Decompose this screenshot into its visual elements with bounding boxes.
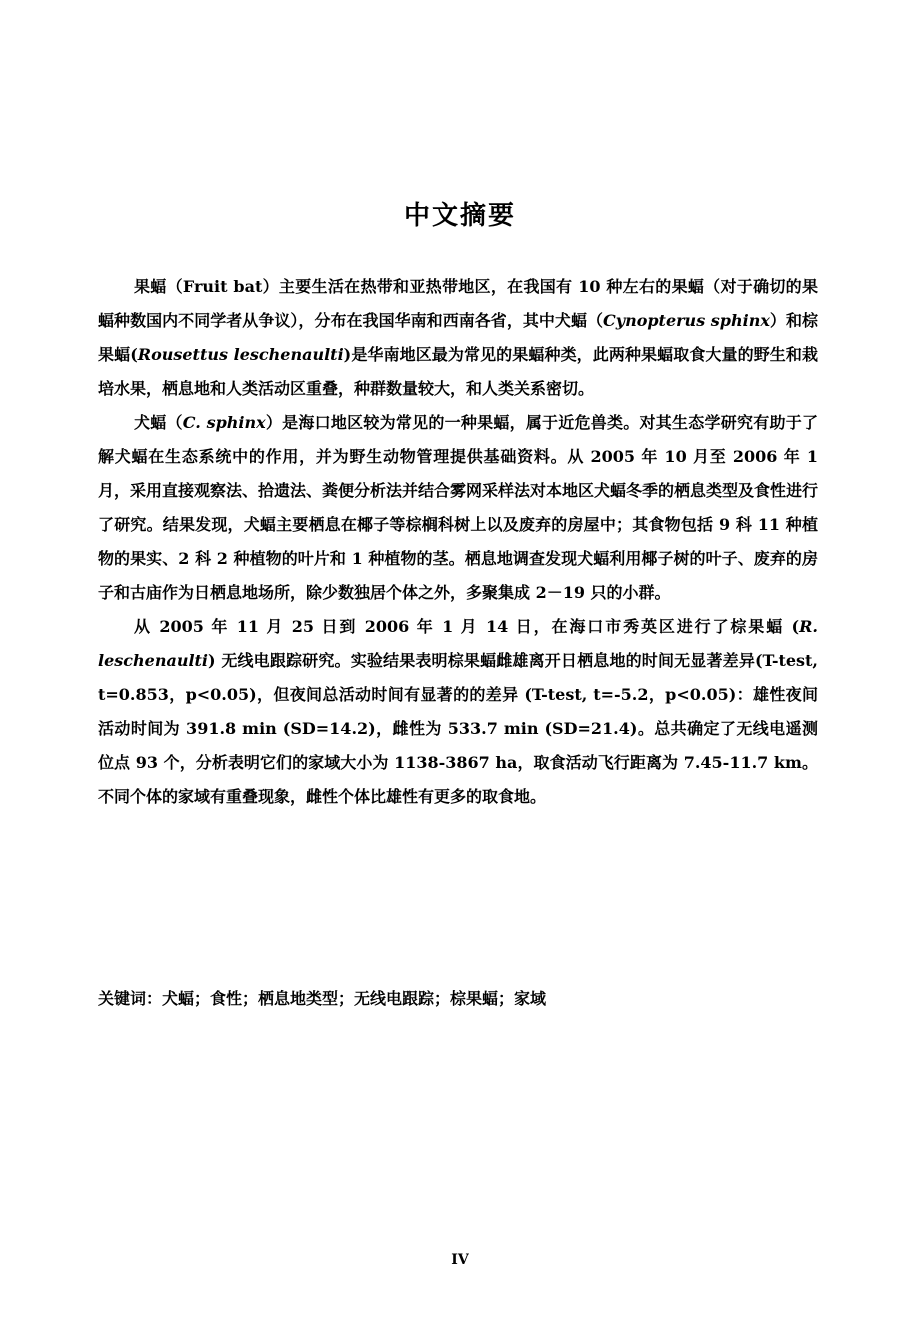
keywords-line: 关键词：犬蝠；食性；栖息地类型；无线电跟踪；棕果蝠；家域 [98, 989, 547, 1008]
text-run: ）和棕果蝠( [98, 311, 818, 364]
text-run: ) 无线电跟踪研究。实验结果表明棕果蝠雌雄离开日栖息地的时间无显著差异(T-test, t=0.853，p<0.05)，但夜间总活动时间有显著的的差异 (T-test, t=-5.2，p<0.05)：雄性夜间活动时间为 391.8 min (SD=14.2)，雌性为 533.7 min (SD=21.4)。总共确定了无线电遥测位点 93 个，分析表明它们的家域大小为 1138-3867 ha，取食活动飞行距离为 7.45-11.7 km。不同个体的家域有重叠现象，雌性个体比雄性有更多的取食地。 [98, 651, 818, 806]
text-run: ）是海口地区较为常见的一种果蝠，属于近危兽类。对其生态学研究有助于了解犬蝠在生态系统中的作用，并为野生动物管理提供基础资料。从 2005 年 10 月至 2006 年 1 月，采用直接观察法、拾遗法、粪便分析法并结合雾网采样法对本地区犬蝠冬季的栖息类型及食性进行了研究。结果发现，犬蝠主要栖息在椰子等棕榈科树上以及废弃的房屋中；其食物包括 9 科 11 种植物的果实、2 科 2 种植物的叶片和 1 种植物的茎。栖息地调查发现犬蝠利用椰子树的叶子、废弃的房子和古庙作为日栖息地场所，除少数独居个体之外，多聚集成 2－19 只的小群。 [98, 413, 819, 602]
page-number: IV [451, 1252, 469, 1268]
italic-text-run: C. sphinx [182, 413, 266, 432]
text-run: 从 2005 年 11 月 25 日到 2006 年 1 月 14 日，在海口市秀英区进行了棕果蝠 ( [134, 617, 800, 636]
abstract-paragraph [98, 610, 818, 814]
page-title: 中文摘要 [403, 201, 516, 231]
text-run: )是华南地区最为常见的果蝠种类，此两种果蝠取食大量的野生和栽培水果，栖息地和人类活动区重叠，种群数量较大，和人类关系密切。 [98, 345, 819, 398]
abstract-body [98, 270, 818, 814]
abstract-paragraph [98, 270, 818, 406]
italic-text-run: Rousettus leschenaulti [137, 345, 344, 364]
italic-text-run: Cynopterus sphinx [603, 311, 770, 330]
abstract-paragraph [98, 406, 818, 610]
italic-text-run: R. leschenaulti [98, 617, 818, 670]
text-run: 犬蝠（ [134, 413, 183, 432]
text-run: 果蝠（Fruit bat）主要生活在热带和亚热带地区，在我国有 10 种左右的果蝠（对于确切的果蝠种数国内不同学者从争议），分布在我国华南和西南各省，其中犬蝠（ [98, 277, 818, 330]
